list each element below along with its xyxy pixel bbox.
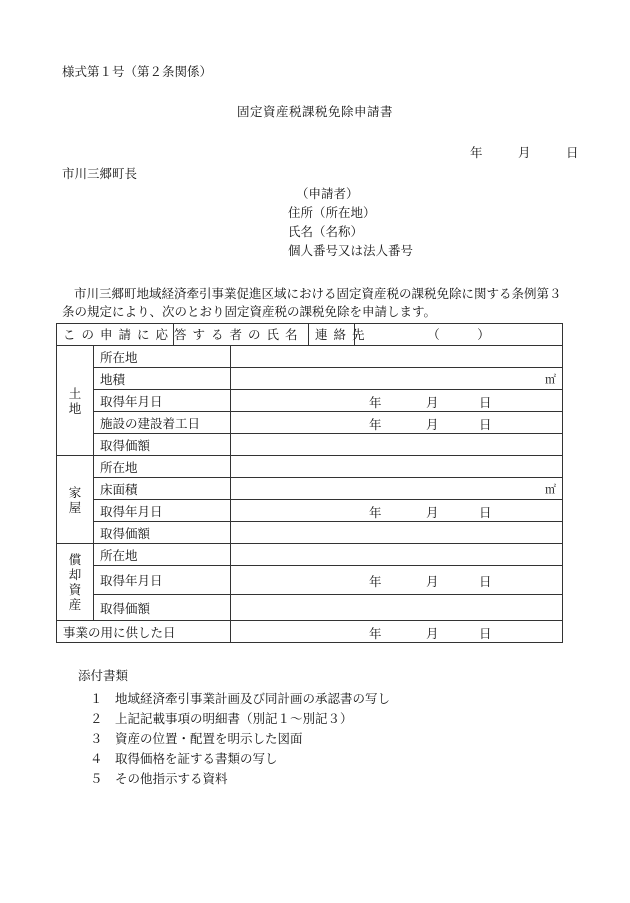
asset-location-label: 所在地 <box>94 544 231 566</box>
land-area-field[interactable] <box>231 368 563 390</box>
house-acquired-date-row <box>57 500 563 522</box>
contact-label: 連絡先 <box>309 324 355 346</box>
attachment-item: ５ その他指示する資料 <box>90 771 228 786</box>
applicant-name-label: 氏名（名称） <box>288 224 364 239</box>
date-year: 年 <box>470 145 483 160</box>
land-location-field[interactable] <box>231 346 563 368</box>
house-category: 家 屋 <box>57 456 94 544</box>
land-construction-date-field[interactable]: 年 月 日 <box>231 412 563 434</box>
square-meter-unit: ㎡ <box>545 372 557 386</box>
land-price-label: 取得価額 <box>94 434 231 456</box>
land-acquired-date-label: 取得年月日 <box>94 390 231 412</box>
asset-location-field[interactable] <box>231 544 563 566</box>
house-acquired-date-label: 取得年月日 <box>94 500 231 522</box>
land-construction-row <box>57 412 563 434</box>
asset-acquired-date-row <box>57 566 563 595</box>
business-use-label: 事業の用に供した日 <box>57 621 231 643</box>
square-meter-unit: ㎡ <box>545 482 557 496</box>
house-price-label: 取得価額 <box>94 522 231 544</box>
application-date <box>470 145 578 161</box>
attachment-item: ２ 上記記載事項の明細書（別記１～別記３） <box>90 711 353 726</box>
date-day: 日 <box>565 145 579 160</box>
date-month: 月 <box>517 145 531 160</box>
house-acquired-date-field[interactable]: 年 月 日 <box>231 500 563 522</box>
house-floor-area-field[interactable] <box>231 478 563 500</box>
asset-acquired-date-field[interactable]: 年 月 日 <box>231 566 563 595</box>
form-number: 様式第１号（第２条関係） <box>62 64 213 79</box>
land-area-row <box>57 368 563 390</box>
applicant-block <box>288 184 413 260</box>
business-use-row <box>57 621 563 643</box>
applicant-number-label: 個人番号又は法人番号 <box>288 243 414 258</box>
attachment-item: ３ 資産の位置・配置を明示した図面 <box>90 731 303 746</box>
house-floor-area-label: 床面積 <box>94 478 231 500</box>
depreciable-assets-category: 償 却 資 産 <box>57 544 94 621</box>
document-title: 固定資産税課税免除申請書 <box>236 104 393 119</box>
body-text: 市川三郷町地域経済牽引事業促進区域における固定資産税の課税免除に関する条例第３条の規定により、次のとおり固定資産税の課税免除を申請します。 <box>62 286 562 319</box>
land-location-label: 所在地 <box>94 346 231 368</box>
attachment-item: １ 地域経済牽引事業計画及び同計画の承認書の写し <box>90 691 391 706</box>
asset-price-field[interactable] <box>231 595 563 621</box>
land-price-field[interactable] <box>231 434 563 456</box>
attachments-list <box>90 689 390 789</box>
addressee: 市川三郷町長 <box>62 166 138 181</box>
respondent-label: この申請に応答する者の氏名 <box>57 324 174 346</box>
asset-price-label: 取得価額 <box>94 595 231 621</box>
attachment-item: ４ 取得価格を証する書類の写し <box>90 751 278 766</box>
asset-price-row <box>57 595 563 621</box>
land-price-row <box>57 434 563 456</box>
house-location-label: 所在地 <box>94 456 231 478</box>
land-acquired-date-row <box>57 390 563 412</box>
land-construction-label: 施設の建設着工日 <box>94 412 231 434</box>
applicant-heading: （申請者） <box>296 186 359 201</box>
applicant-address-label: 住所（所在地） <box>288 205 376 220</box>
land-acquired-date-field[interactable]: 年 月 日 <box>231 390 563 412</box>
business-use-date-field[interactable]: 年 月 日 <box>231 621 563 643</box>
house-location-field[interactable] <box>231 456 563 478</box>
contact-field[interactable]: （ ） <box>355 324 563 346</box>
asset-location-row <box>57 544 563 566</box>
asset-acquired-date-label: 取得年月日 <box>94 566 231 595</box>
house-location-row <box>57 456 563 478</box>
respondent-row <box>57 324 563 346</box>
attachments-title: 添付書類 <box>78 668 129 683</box>
land-category: 土 地 <box>57 346 94 456</box>
land-area-label: 地積 <box>94 368 231 390</box>
application-table <box>56 323 563 643</box>
house-price-field[interactable] <box>231 522 563 544</box>
house-price-row <box>57 522 563 544</box>
house-floor-area-row <box>57 478 563 500</box>
land-location-row <box>57 346 563 368</box>
